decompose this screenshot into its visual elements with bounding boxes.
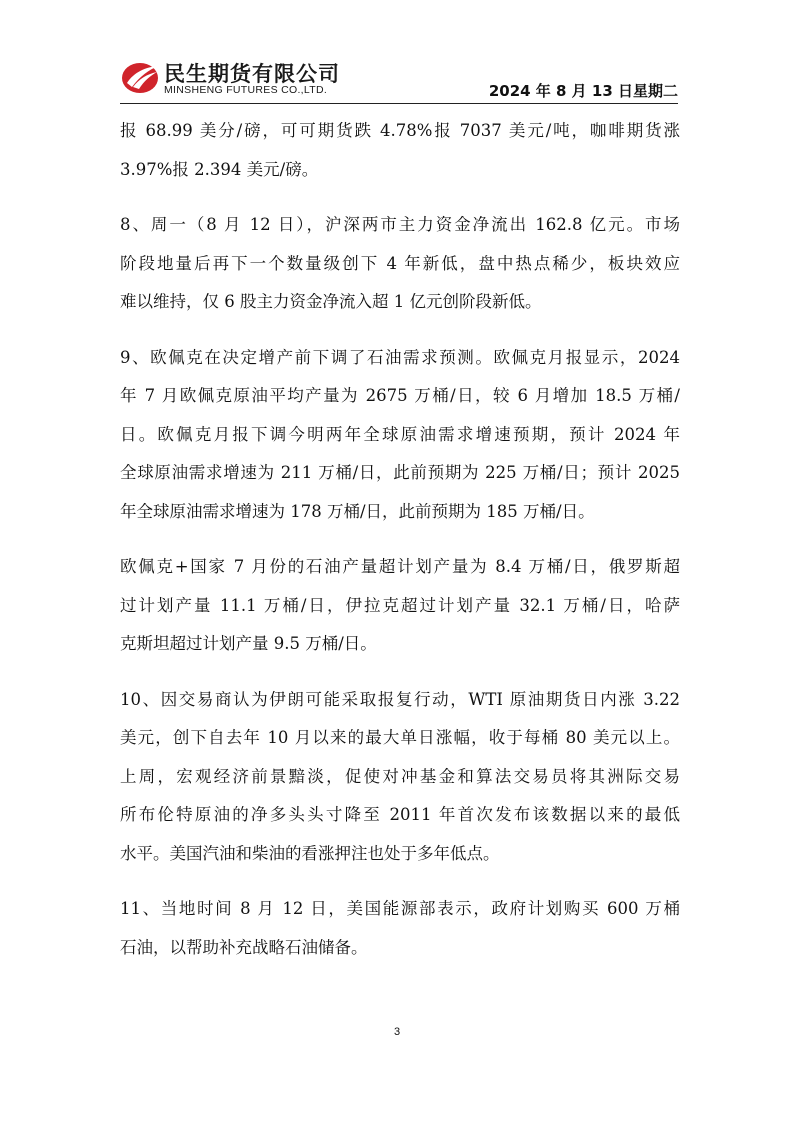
page-header bbox=[120, 56, 678, 102]
text-line: 克斯坦超过计划产量 9.5 万桶/日。 bbox=[120, 634, 377, 653]
text-line: 10、因交易商认为伊朗可能采取报复行动，WTI 原油期货日内涨 3.22 bbox=[120, 689, 680, 709]
text-line: 过计划产量 11.1 万桶/日，伊拉克超过计划产量 32.1 万桶/日，哈萨 bbox=[120, 595, 680, 615]
paragraph-item-9 bbox=[120, 339, 680, 532]
logo-english-name: MINSHENG FUTURES CO.,LTD. bbox=[164, 84, 328, 96]
text-line: 报 68.99 美分/磅，可可期货跌 4.78%报 7037 美元/吨，咖啡期货涨 bbox=[120, 121, 680, 140]
report-body bbox=[120, 112, 680, 984]
text-line: 难以维持，仅 6 股主力资金净流入超 1 亿元创阶段新低。 bbox=[120, 292, 542, 311]
minsheng-logo-icon bbox=[120, 58, 162, 96]
paragraph-item-10 bbox=[120, 681, 680, 874]
paragraph-item-8 bbox=[120, 206, 680, 322]
logo-chinese-name: 民生期货有限公司 bbox=[164, 62, 340, 86]
text-line: 石油，以帮助补充战略石油储备。 bbox=[120, 937, 368, 957]
report-date: 2024 年 8 月 13 日星期二 bbox=[488, 82, 678, 100]
page-number: 3 bbox=[393, 1026, 401, 1038]
header-divider bbox=[120, 103, 678, 104]
text-line: 3.97%报 2.394 美元/磅。 bbox=[120, 159, 319, 179]
paragraph-continued-commodities bbox=[120, 112, 680, 189]
text-line: 欧佩克+国家 7 月份的石油产量超计划产量为 8.4 万桶/日，俄罗斯超 bbox=[120, 557, 680, 576]
text-line: 年全球原油需求增速为 178 万桶/日，此前预期为 185 万桶/日。 bbox=[120, 501, 595, 521]
text-line: 阶段地量后再下一个数量级创下 4 年新低，盘中热点稀少，板块效应 bbox=[120, 253, 680, 273]
text-line: 8、周一（8 月 12 日），沪深两市主力资金净流出 162.8 亿元。市场 bbox=[120, 215, 680, 234]
paragraph-opec-plus-output bbox=[120, 548, 680, 664]
text-line: 年 7 月欧佩克原油平均产量为 2675 万桶/日，较 6 月增加 18.5 万桶/ bbox=[120, 386, 680, 405]
company-logo bbox=[120, 56, 380, 100]
text-line: 11、当地时间 8 月 12 日，美国能源部表示，政府计划购买 600 万桶 bbox=[120, 899, 680, 918]
text-line: 上周，宏观经济前景黯淡，促使对冲基金和算法交易员将其洲际交易 bbox=[120, 766, 680, 786]
paragraph-item-11 bbox=[120, 890, 680, 967]
text-line: 美元，创下自去年 10 月以来的最大单日涨幅，收于每桶 80 美元以上。 bbox=[120, 728, 680, 747]
text-line: 日。欧佩克月报下调今明两年全球原油需求增速预期，预计 2024 年 bbox=[120, 424, 680, 444]
text-line: 9、欧佩克在决定增产前下调了石油需求预测。欧佩克月报显示，2024 bbox=[120, 347, 680, 367]
text-line: 全球原油需求增速为 211 万桶/日，此前预期为 225 万桶/日；预计 2025 bbox=[120, 463, 680, 482]
text-line: 所布伦特原油的净多头头寸降至 2011 年首次发布该数据以来的最低 bbox=[120, 805, 680, 824]
text-line: 水平。美国汽油和柴油的看涨押注也处于多年低点。 bbox=[120, 843, 500, 863]
